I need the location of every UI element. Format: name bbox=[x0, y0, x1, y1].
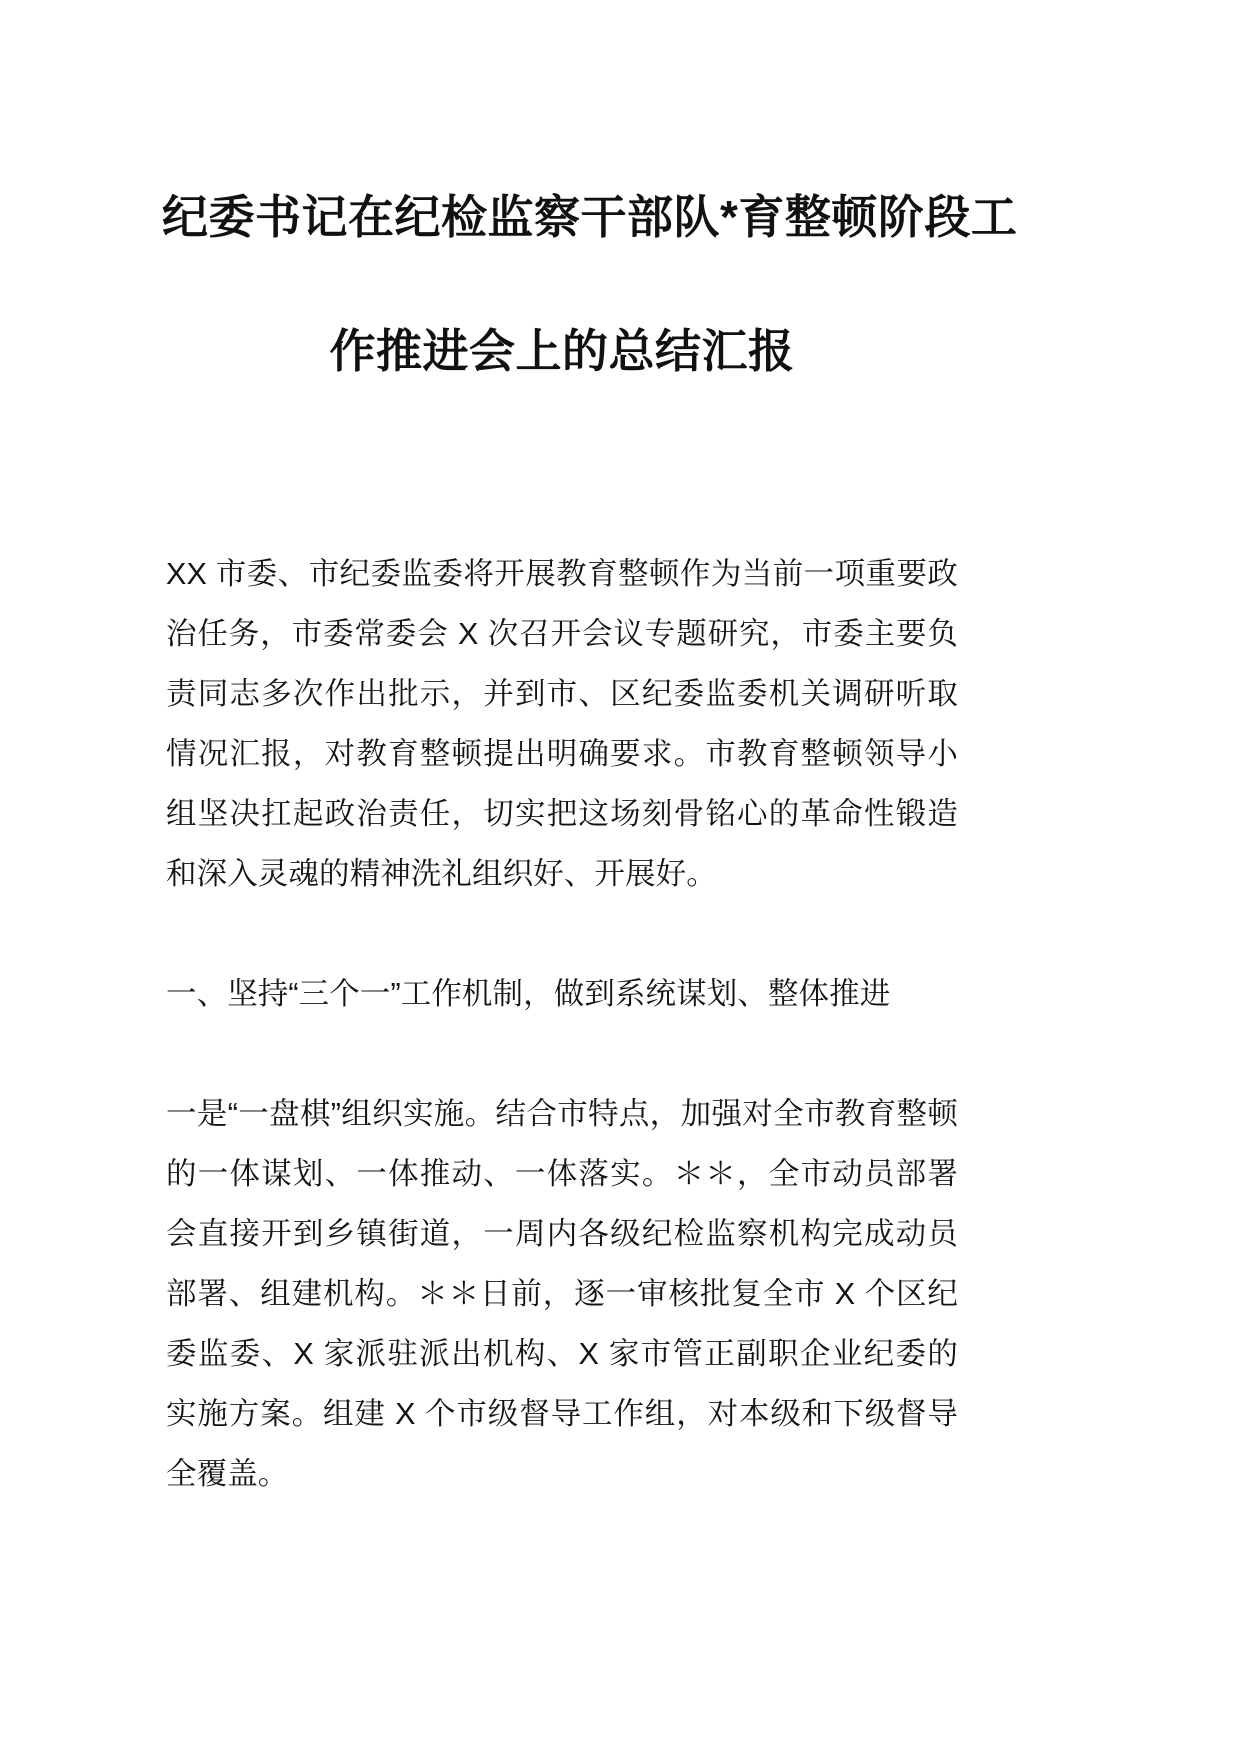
paragraph-spacer-2 bbox=[166, 1024, 958, 1084]
page-title-line-2: 作推进会上的总结汇报 bbox=[329, 325, 795, 377]
document-content bbox=[162, 0, 1018, 1504]
body-paragraph-2: 一是“一盘棋”组织实施。结合市特点，加强对全市教育整顿的一体谋划、一体推动、一体落实。＊＊，全市动员部署会直接开到乡镇街道，一周内各级纪检监察机构完成动员部署、组建机构。＊＊日前，逐一审核批复全市 X 个区纪委监委、X 家派驻派出机构、X 家市管正副职企业纪委的实施方案。组建 X 个市级督导工作组，对本级和下级督导全覆盖。 bbox=[166, 1097, 958, 1491]
paragraph-spacer-1 bbox=[166, 904, 958, 964]
body-paragraph-1: XX 市委、市纪委监委将开展教育整顿作为当前一项重要政治任务，市委常委会 X 次召开会议专题研究，市委主要负责同志多次作出批示，并到市、区纪委监委机关调研听取情况汇报，对教育整顿提出明确要求。市教育整顿领导小组坚决扛起政治责任，切实把这场刻骨铭心的革命性锻造和深入灵魂的精神洗礼组织好、开展好。 bbox=[166, 557, 958, 891]
page-title bbox=[162, 0, 1018, 418]
section-heading-1: 一、坚持“三个一”工作机制，做到系统谋划、整体推进 bbox=[166, 977, 891, 1011]
document-body bbox=[166, 544, 958, 1504]
page-title-line-1: 纪委书记在纪检监察干部队*育整顿阶段工 bbox=[162, 191, 1018, 243]
